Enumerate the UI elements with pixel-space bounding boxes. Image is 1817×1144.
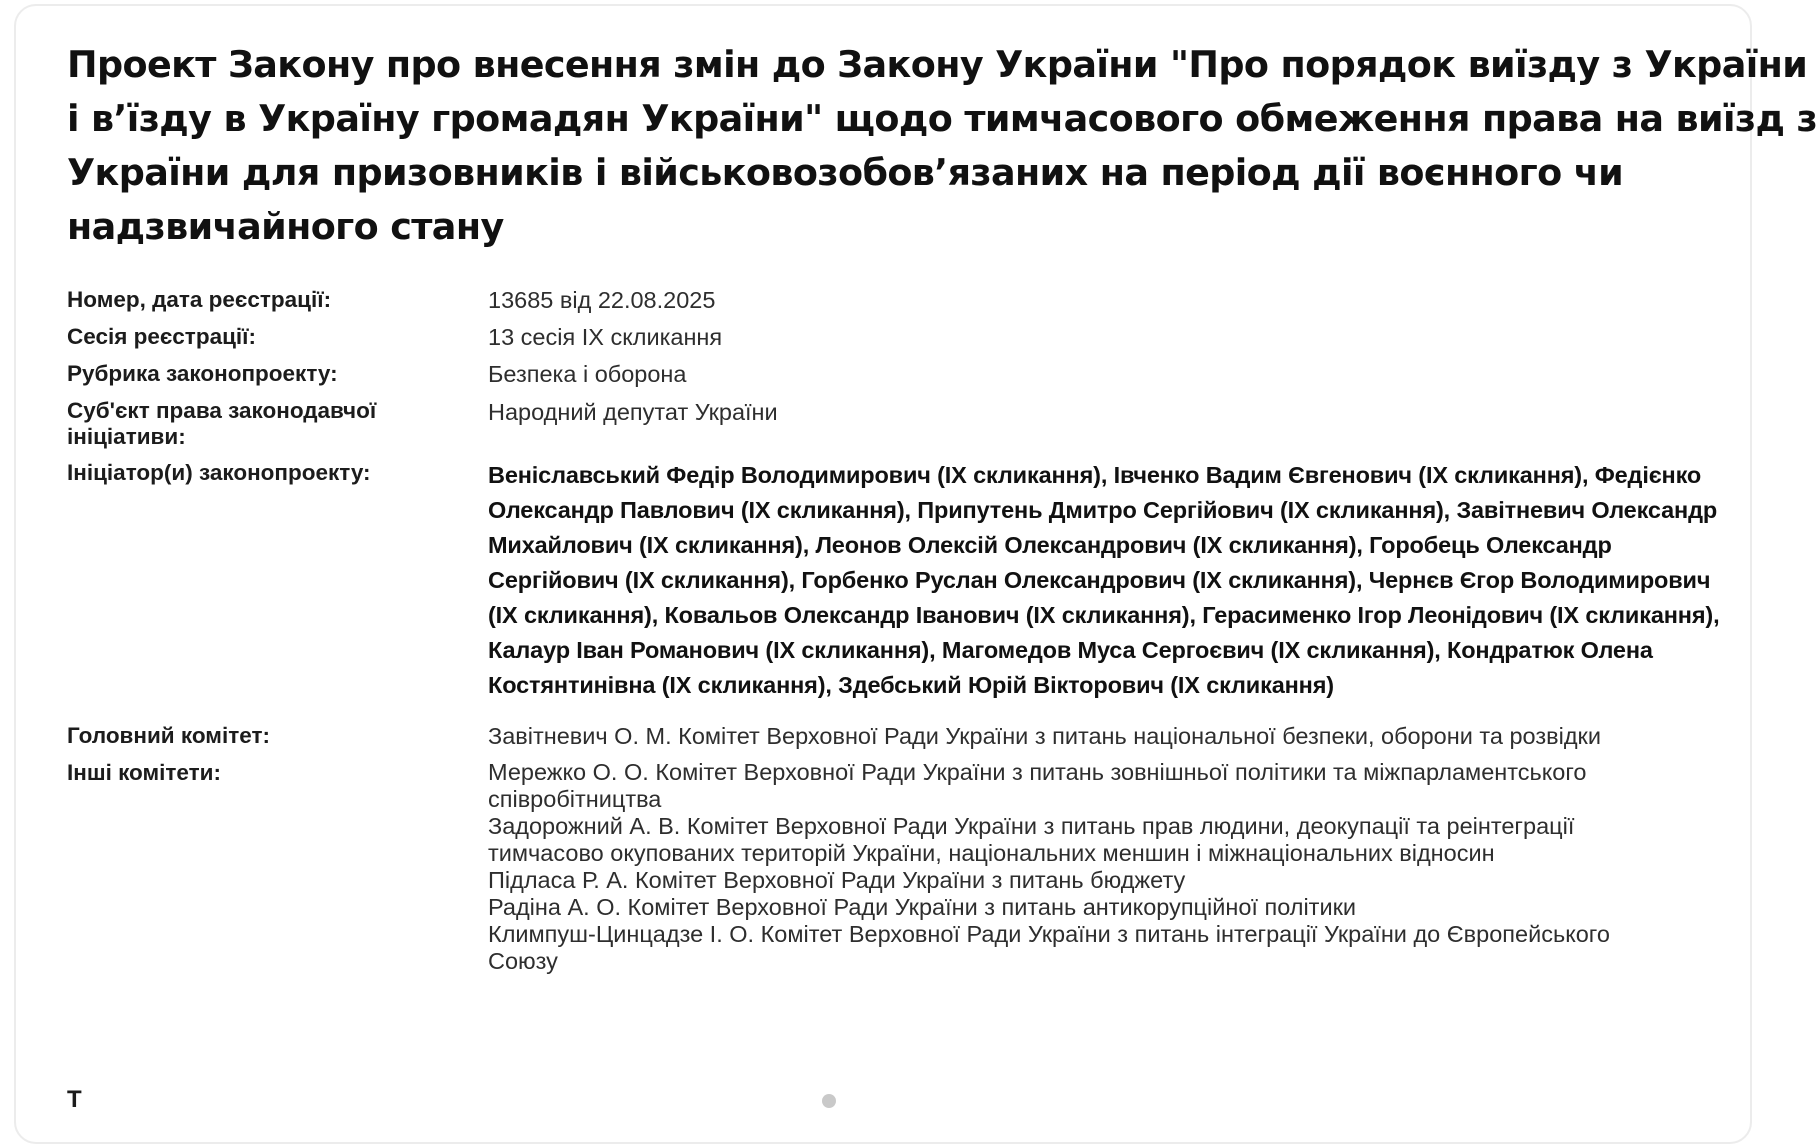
session-value: 13 сесія IX скликання <box>488 324 723 350</box>
bill-title-line: Проект Закону про внесення змін до Закону України "Про порядок виїзду з України <box>67 43 1808 86</box>
bill-title-line: і в’їзду в Україну громадян України" щодо тимчасового обмеження права на виїзд з <box>67 97 1817 140</box>
initiators-value: Веніславський Федір Володимирович (IX скликання), Івченко Вадим Євгенович (IX скликання), Федієнко Олександр Павлович (IX скликання), Припутень Дмитро Сергійович (IX скликання), Завітневич Олександр Михайлович (IX скликання), Леонов Олексій Олександрович (IX скликання), Горобець Олександр Сергійович (IX скликання), Горбенко Руслан Олександрович (IX скликання), Чернєв Єгор Володимирович (IX скликання), Ковальов Олександр Іванович (IX скликання), Герасименко Ігор Леонідович (IX скликання), Калаур Іван Романович (IX скликання), Магомедов Муса Сергоєвич (IX скликання), Кондратюк Олена Костянтинівна (IX скликання), Здебський Юрій Вікторович (IX скликання) <box>488 462 1720 698</box>
subject-label <box>67 398 487 450</box>
bill-title-line: України для призовників і військовозобов’язаних на період дії воєнного чи <box>67 151 1624 194</box>
other-committees-label: Інші комітети: <box>67 760 221 785</box>
committee-line: Союзу <box>488 948 558 974</box>
registration-value: 13685 від 22.08.2025 <box>488 287 716 313</box>
partial-icon <box>822 1094 836 1108</box>
subject-label-line: Суб'єкт права законодавчої <box>67 398 377 423</box>
subject-label-line: ініціативи: <box>67 424 186 449</box>
initiators-label: Ініціатор(и) законопроекту: <box>67 460 371 485</box>
other-committees-list <box>488 759 1718 975</box>
main-committee-label: Головний комітет: <box>67 723 270 748</box>
committee-line: Задорожний А. В. Комітет Верховної Ради України з питань прав людини, деокупації та реінтеграції <box>488 813 1575 839</box>
main-committee-value: Завітневич О. М. Комітет Верховної Ради України з питань національної безпеки, оборони та розвідки <box>488 723 1601 749</box>
session-label: Сесія реєстрації: <box>67 324 256 349</box>
committee-line: співробітництва <box>488 786 662 812</box>
category-value: Безпека і оборона <box>488 361 687 387</box>
subject-value: Народний депутат України <box>488 399 778 425</box>
committee-line: Мережко О. О. Комітет Верховної Ради України з питань зовнішньої політики та міжпарламентського <box>488 759 1587 785</box>
registration-label: Номер, дата реєстрації: <box>67 287 332 312</box>
bill-title <box>67 38 1817 254</box>
next-row-label-partial: Т <box>67 1086 82 1113</box>
category-label: Рубрика законопроекту: <box>67 361 338 386</box>
committee-line: тимчасово окупованих територій України, національних меншин і міжнаціональних відносин <box>488 840 1495 866</box>
committee-line: Радіна А. О. Комітет Верховної Ради України з питань антикорупційної політики <box>488 894 1356 920</box>
committee-line: Климпуш-Цинцадзе І. О. Комітет Верховної Ради України з питань інтеграції України до Європейського <box>488 921 1610 947</box>
bill-title-line: надзвичайного стану <box>67 205 504 248</box>
committee-line: Підласа Р. А. Комітет Верховної Ради України з питань бюджету <box>488 867 1186 893</box>
